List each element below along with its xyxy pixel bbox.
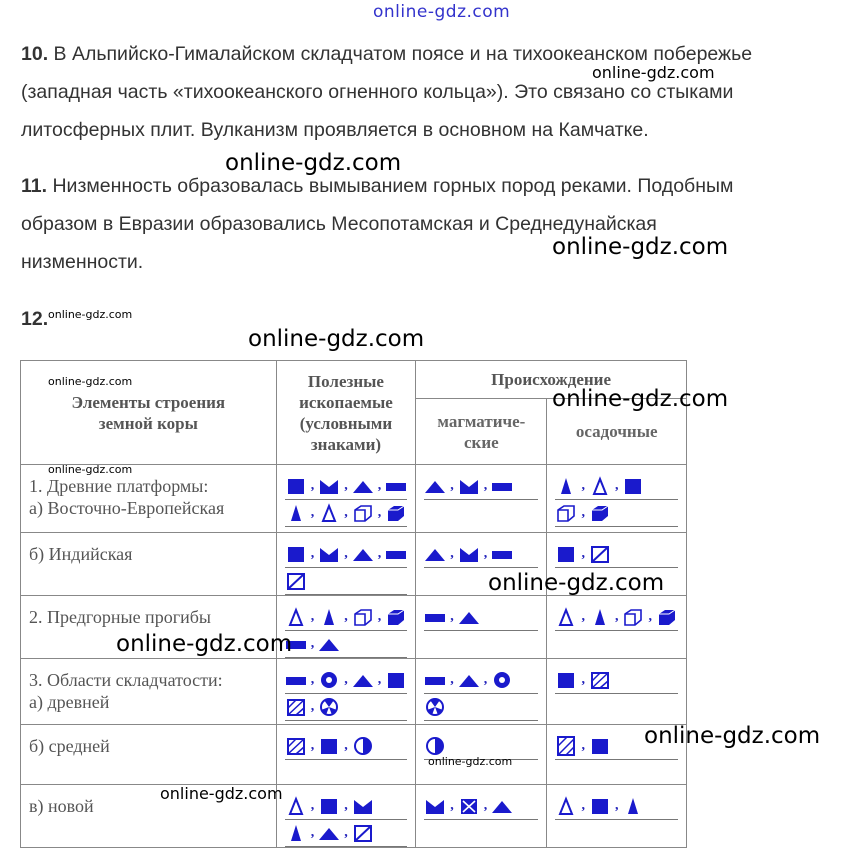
header-elements: Элементы строения земной коры	[21, 361, 277, 465]
triangle-symbol-icon	[352, 670, 374, 690]
row-label-line: в) новой	[29, 796, 94, 816]
paragraph-12-number	[21, 300, 48, 338]
comma-separator: ,	[310, 798, 315, 813]
comma-separator: ,	[344, 609, 348, 624]
row-label-line: а) древней	[29, 692, 110, 712]
row-label	[21, 725, 277, 785]
row-label-line: 1. Древние платформы:	[29, 476, 209, 496]
bar-symbol-icon	[424, 670, 446, 690]
paragraph-11-line-3: низменности.	[21, 251, 144, 273]
watermark: online-gdz.com	[160, 784, 283, 803]
hatched-symbol-icon	[589, 670, 611, 690]
square-symbol-icon	[285, 544, 307, 564]
comma-separator: ,	[310, 609, 315, 624]
symbol-line	[424, 473, 538, 500]
symbol-line	[424, 694, 538, 721]
magmatic-cell	[416, 659, 547, 725]
radiation-symbol-icon	[318, 697, 340, 717]
minerals-cell	[276, 659, 416, 725]
triangle-symbol-icon	[458, 670, 480, 690]
symbol-line	[285, 473, 408, 500]
symbol-line	[424, 604, 538, 631]
comma-separator: ,	[344, 825, 348, 840]
comma-separator: ,	[377, 546, 382, 561]
tri-s-symbol-icon	[285, 823, 307, 843]
triangle-symbol-icon	[352, 544, 374, 564]
sedimentary-cell	[547, 785, 687, 848]
watermark: online-gdz.com	[48, 375, 133, 388]
comma-separator: ,	[450, 546, 454, 561]
symbol-line	[424, 793, 538, 820]
triangle-symbol-icon	[424, 476, 446, 496]
row-label-line: а) Восточно-Европейская	[29, 498, 225, 518]
paragraph-number: 12.	[21, 308, 49, 330]
comma-separator: ,	[581, 798, 585, 813]
comma-separator: ,	[377, 672, 382, 687]
row-label-line: 3. Области складчатости:	[29, 670, 223, 690]
tri-o-symbol-icon	[318, 503, 340, 523]
minerals-cell	[276, 533, 416, 596]
comma-separator: ,	[310, 636, 315, 651]
paragraph-text: Низменность образовалась вымыванием горных пород реками. Подобным	[52, 175, 734, 197]
symbol-line	[285, 541, 408, 568]
header-sedimentary: осадочные	[547, 399, 687, 465]
tri-o-symbol-icon	[555, 796, 577, 816]
symbol-line	[285, 793, 408, 820]
hatched-x-symbol-icon	[589, 544, 611, 564]
tri-s-symbol-icon	[555, 476, 577, 496]
triangle-symbol-icon	[352, 476, 374, 496]
row-label-line: б) Индийская	[29, 544, 133, 564]
cube-f-symbol-icon	[589, 503, 611, 523]
comma-separator: ,	[344, 672, 348, 687]
watermark: online-gdz.com	[552, 234, 729, 260]
square-symbol-icon	[555, 670, 577, 690]
comma-separator: ,	[648, 609, 652, 624]
bar-symbol-icon	[424, 607, 446, 627]
hatched-tall-symbol-icon	[555, 736, 577, 756]
comma-separator: ,	[310, 672, 315, 687]
comma-separator: ,	[450, 478, 454, 493]
watermark: online-gdz.com	[592, 63, 715, 82]
watermark: online-gdz.com	[552, 386, 729, 412]
symbol-line	[285, 631, 408, 658]
square-symbol-icon	[589, 796, 611, 816]
ring-symbol-icon	[318, 670, 340, 690]
comma-separator: ,	[581, 546, 585, 561]
triangle-symbol-icon	[458, 607, 480, 627]
comma-separator: ,	[581, 672, 585, 687]
table-row	[21, 725, 687, 785]
square-symbol-icon	[318, 736, 340, 756]
paragraph-text: В Альпийско-Гималайском складчатом поясе и на тихоокеанском побережье	[53, 43, 753, 65]
triangle-symbol-icon	[491, 796, 513, 816]
symbol-line	[555, 541, 678, 568]
tri-s-symbol-icon	[318, 607, 340, 627]
watermark: online-gdz.com	[428, 755, 513, 768]
comma-separator: ,	[377, 505, 382, 520]
square-symbol-icon	[318, 796, 340, 816]
comma-separator: ,	[614, 609, 619, 624]
geology-table	[20, 360, 687, 840]
m-symbol-icon	[458, 544, 480, 564]
row-label-line: б) средней	[29, 736, 110, 756]
cube-symbol-icon	[622, 607, 644, 627]
watermark: online-gdz.com	[116, 631, 293, 657]
row-label	[21, 533, 277, 596]
hatched-symbol-icon	[285, 697, 307, 717]
comma-separator: ,	[483, 478, 488, 493]
symbol-line	[285, 820, 408, 847]
watermark: online-gdz.com	[225, 150, 402, 176]
paragraph-10-line-3: литосферных плит. Вулканизм проявляется в основном на Камчатке.	[21, 119, 649, 141]
paragraph-10-line-2: (западная часть «тихоокеанского огненного кольца»). Это связано со стыками	[21, 81, 734, 103]
paragraph-11-line-2: образом в Евразии образовались Месопотамская и Среднедунайская	[21, 213, 657, 235]
comma-separator: ,	[344, 546, 348, 561]
bar-symbol-icon	[385, 544, 407, 564]
cube-f-symbol-icon	[385, 503, 407, 523]
watermark: online-gdz.com	[248, 326, 425, 352]
triangle-symbol-icon	[424, 544, 446, 564]
comma-separator: ,	[344, 798, 348, 813]
symbol-line	[285, 604, 408, 631]
row-label-line: 2. Предгорные прогибы	[29, 607, 211, 627]
comma-separator: ,	[344, 738, 348, 753]
tri-o-symbol-icon	[589, 476, 611, 496]
tri-s-symbol-icon	[622, 796, 644, 816]
comma-separator: ,	[377, 609, 382, 624]
square-symbol-icon	[589, 736, 611, 756]
tri-s-symbol-icon	[285, 503, 307, 523]
symbol-line	[555, 604, 678, 631]
comma-separator: ,	[310, 699, 315, 714]
square-symbol-icon	[555, 544, 577, 564]
watermark: online-gdz.com	[488, 570, 665, 596]
comma-separator: ,	[310, 505, 315, 520]
bar-symbol-icon	[491, 544, 513, 564]
square-symbol-icon	[285, 476, 307, 496]
bar-symbol-icon	[491, 476, 513, 496]
comma-separator: ,	[310, 478, 315, 493]
x-square-symbol-icon	[458, 796, 480, 816]
symbol-line	[285, 667, 408, 694]
comma-separator: ,	[450, 672, 454, 687]
hatched-x-symbol-icon	[285, 571, 307, 591]
paragraph-number: 10.	[21, 43, 49, 65]
symbol-line	[555, 793, 678, 820]
m-symbol-icon	[424, 796, 446, 816]
comma-separator: ,	[483, 546, 488, 561]
tri-o-symbol-icon	[555, 607, 577, 627]
triangle-symbol-icon	[318, 823, 340, 843]
table-row	[21, 785, 687, 848]
comma-separator: ,	[310, 546, 315, 561]
watermark: online-gdz.com	[48, 463, 133, 476]
half-circle-symbol-icon	[424, 736, 446, 756]
cube-f-symbol-icon	[385, 607, 407, 627]
comma-separator: ,	[344, 478, 348, 493]
ring-symbol-icon	[491, 670, 513, 690]
hatched-x-symbol-icon	[352, 823, 374, 843]
header-magmatic: магматиче-ские	[416, 399, 547, 465]
header-origin: Происхождение	[416, 361, 687, 399]
m-symbol-icon	[352, 796, 374, 816]
triangle-symbol-icon	[318, 634, 340, 654]
cube-symbol-icon	[352, 503, 374, 523]
symbol-line	[285, 568, 408, 595]
header-minerals: Полезные ископаемые (условными знаками)	[276, 361, 416, 465]
watermark: online-gdz.com	[48, 308, 133, 321]
bar-symbol-icon	[385, 476, 407, 496]
magmatic-cell	[416, 596, 547, 659]
comma-separator: ,	[581, 609, 585, 624]
tri-o-symbol-icon	[285, 796, 307, 816]
minerals-cell	[276, 785, 416, 848]
minerals-cell	[276, 465, 416, 533]
comma-separator: ,	[483, 672, 488, 687]
symbol-line	[285, 733, 408, 760]
comma-separator: ,	[310, 825, 315, 840]
sedimentary-cell	[547, 596, 687, 659]
comma-separator: ,	[377, 478, 382, 493]
comma-separator: ,	[614, 478, 619, 493]
comma-separator: ,	[581, 478, 585, 493]
symbol-line	[424, 667, 538, 694]
comma-separator: ,	[450, 798, 454, 813]
comma-separator: ,	[310, 738, 315, 753]
cube-symbol-icon	[352, 607, 374, 627]
m-symbol-icon	[318, 476, 340, 496]
comma-separator: ,	[581, 505, 585, 520]
square-symbol-icon	[622, 476, 644, 496]
hatched-symbol-icon	[285, 736, 307, 756]
row-label	[21, 659, 277, 725]
tri-s-symbol-icon	[589, 607, 611, 627]
sedimentary-cell	[547, 465, 687, 533]
paragraph-number: 11.	[21, 175, 48, 197]
magmatic-cell	[416, 785, 547, 848]
square-symbol-icon	[385, 670, 407, 690]
comma-separator: ,	[614, 798, 619, 813]
cube-f-symbol-icon	[656, 607, 678, 627]
radiation-symbol-icon	[424, 697, 446, 717]
sedimentary-cell	[547, 659, 687, 725]
bar-symbol-icon	[285, 670, 307, 690]
minerals-cell	[276, 725, 416, 785]
symbol-line	[555, 500, 678, 527]
cube-symbol-icon	[555, 503, 577, 523]
table-row	[21, 659, 687, 725]
symbol-line	[285, 500, 408, 527]
m-symbol-icon	[318, 544, 340, 564]
half-circle-symbol-icon	[352, 736, 374, 756]
tri-o-symbol-icon	[285, 607, 307, 627]
comma-separator: ,	[344, 505, 348, 520]
minerals-cell	[276, 596, 416, 659]
header-watermark: online-gdz.com	[373, 2, 511, 22]
m-symbol-icon	[458, 476, 480, 496]
magmatic-cell	[416, 465, 547, 533]
comma-separator: ,	[450, 609, 454, 624]
comma-separator: ,	[483, 798, 488, 813]
symbol-line	[424, 541, 538, 568]
watermark: online-gdz.com	[644, 723, 821, 749]
symbol-line	[555, 473, 678, 500]
symbol-line	[555, 667, 678, 694]
comma-separator: ,	[581, 738, 585, 753]
symbol-line	[285, 694, 408, 721]
